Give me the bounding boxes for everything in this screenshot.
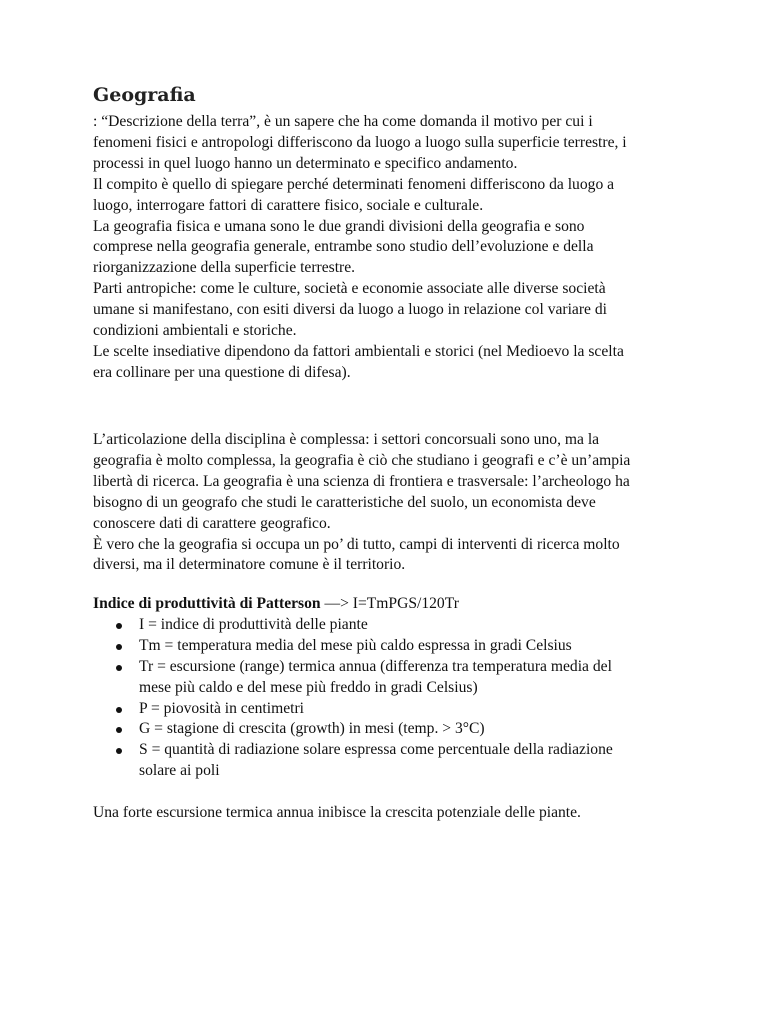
text-line: bisogno di un geografo che studi le caratteristiche del suolo, un economista deve: [93, 493, 596, 511]
conclusion-text: Una forte escursione termica annua inibisce la crescita potenziale delle piante.: [93, 804, 581, 821]
list-item-text: G = stagione di crescita (growth) in mesi (temp. > 3°C): [139, 720, 485, 738]
bullet-icon: [116, 727, 122, 733]
text-line: Parti antropiche: come le culture, società e economie associate alle diverse società: [93, 280, 606, 298]
list-item-text: P = piovosità in centimetri: [139, 699, 304, 717]
list-item-text: I = indice di produttività delle piante: [139, 615, 368, 633]
text-line: Le scelte insediative dipendono da fattori ambientali e storici (nel Medioevo la scelta: [93, 342, 624, 360]
patterson-variable-list: [93, 615, 613, 782]
list-item: [93, 740, 613, 782]
list-item: [93, 719, 613, 740]
text-line: fenomeni fisici e antropologi differiscono da luogo a luogo sulla superficie terrestre, i: [93, 133, 627, 151]
patterson-section: [93, 594, 613, 782]
text-line: condizioni ambientali e storiche.: [93, 322, 297, 340]
patterson-formula: —> I=TmPGS/120Tr: [320, 595, 459, 612]
text-line: conoscere dati di carattere geografico.: [93, 514, 331, 532]
text-line: libertà di ricerca. La geografia è una scienza di frontiera e trasversale: l’archeologo ha: [93, 472, 630, 490]
text-line: processi in quel luogo hanno un determinato e specifico andamento.: [93, 154, 518, 172]
text-line: L’articolazione della disciplina è complessa: i settori concorsuali sono uno, ma la: [93, 431, 600, 448]
paragraph-intro: [93, 112, 627, 384]
bullet-icon: [116, 644, 122, 650]
list-item-text: S = quantità di radiazione solare espressa come percentuale della radiazione: [139, 741, 613, 759]
text-line: comprese nella geografia generale, entrambe sono studio dell’evoluzione e della: [93, 238, 594, 256]
bullet-icon: [116, 707, 122, 713]
bullet-icon: [116, 748, 122, 754]
paragraph-articolazione: [93, 430, 630, 576]
text-line: È vero che la geografia si occupa un po’ di tutto, campi di interventi di ricerca molto: [93, 535, 620, 553]
document-title: Geografia: [93, 84, 196, 106]
text-line: geografia è molto complessa, la geografia è ciò che studiano i geografi e c’è un’ampia: [93, 451, 631, 469]
text-line: diversi, ma il determinatore comune è il territorio.: [93, 556, 406, 574]
list-item: [93, 699, 613, 720]
text-line: : “Descrizione della terra”, è un sapere che ha come domanda il motivo per cui i: [93, 113, 593, 130]
list-item-text: mese più caldo e del mese più freddo in gradi Celsius): [139, 678, 478, 696]
list-item-text: Tr = escursione (range) termica annua (differenza tra temperatura media del: [139, 657, 612, 675]
text-line: umane si manifestano, con esiti diversi da luogo a luogo in relazione col variare di: [93, 301, 607, 319]
bullet-icon: [116, 623, 122, 629]
text-line: luogo, interrogare fattori di carattere fisico, sociale e culturale.: [93, 196, 484, 214]
bullet-icon: [116, 665, 122, 671]
list-item: [93, 657, 613, 699]
list-item: [93, 615, 613, 636]
text-line: La geografia fisica e umana sono le due grandi divisioni della geografia e sono: [93, 217, 585, 235]
list-item-text: Tm = temperatura media del mese più caldo espressa in gradi Celsius: [139, 636, 572, 654]
text-line: era collinare per una questione di difesa).: [93, 363, 351, 381]
text-line: Il compito è quello di spiegare perché determinati fenomeni differiscono da luogo a: [93, 175, 615, 193]
list-item-text: solare ai poli: [139, 762, 220, 780]
patterson-heading-label: Indice di produttività di Patterson: [93, 595, 321, 612]
list-item: [93, 636, 613, 657]
patterson-heading: [93, 594, 613, 615]
text-line: riorganizzazione della superficie terrestre.: [93, 259, 356, 277]
